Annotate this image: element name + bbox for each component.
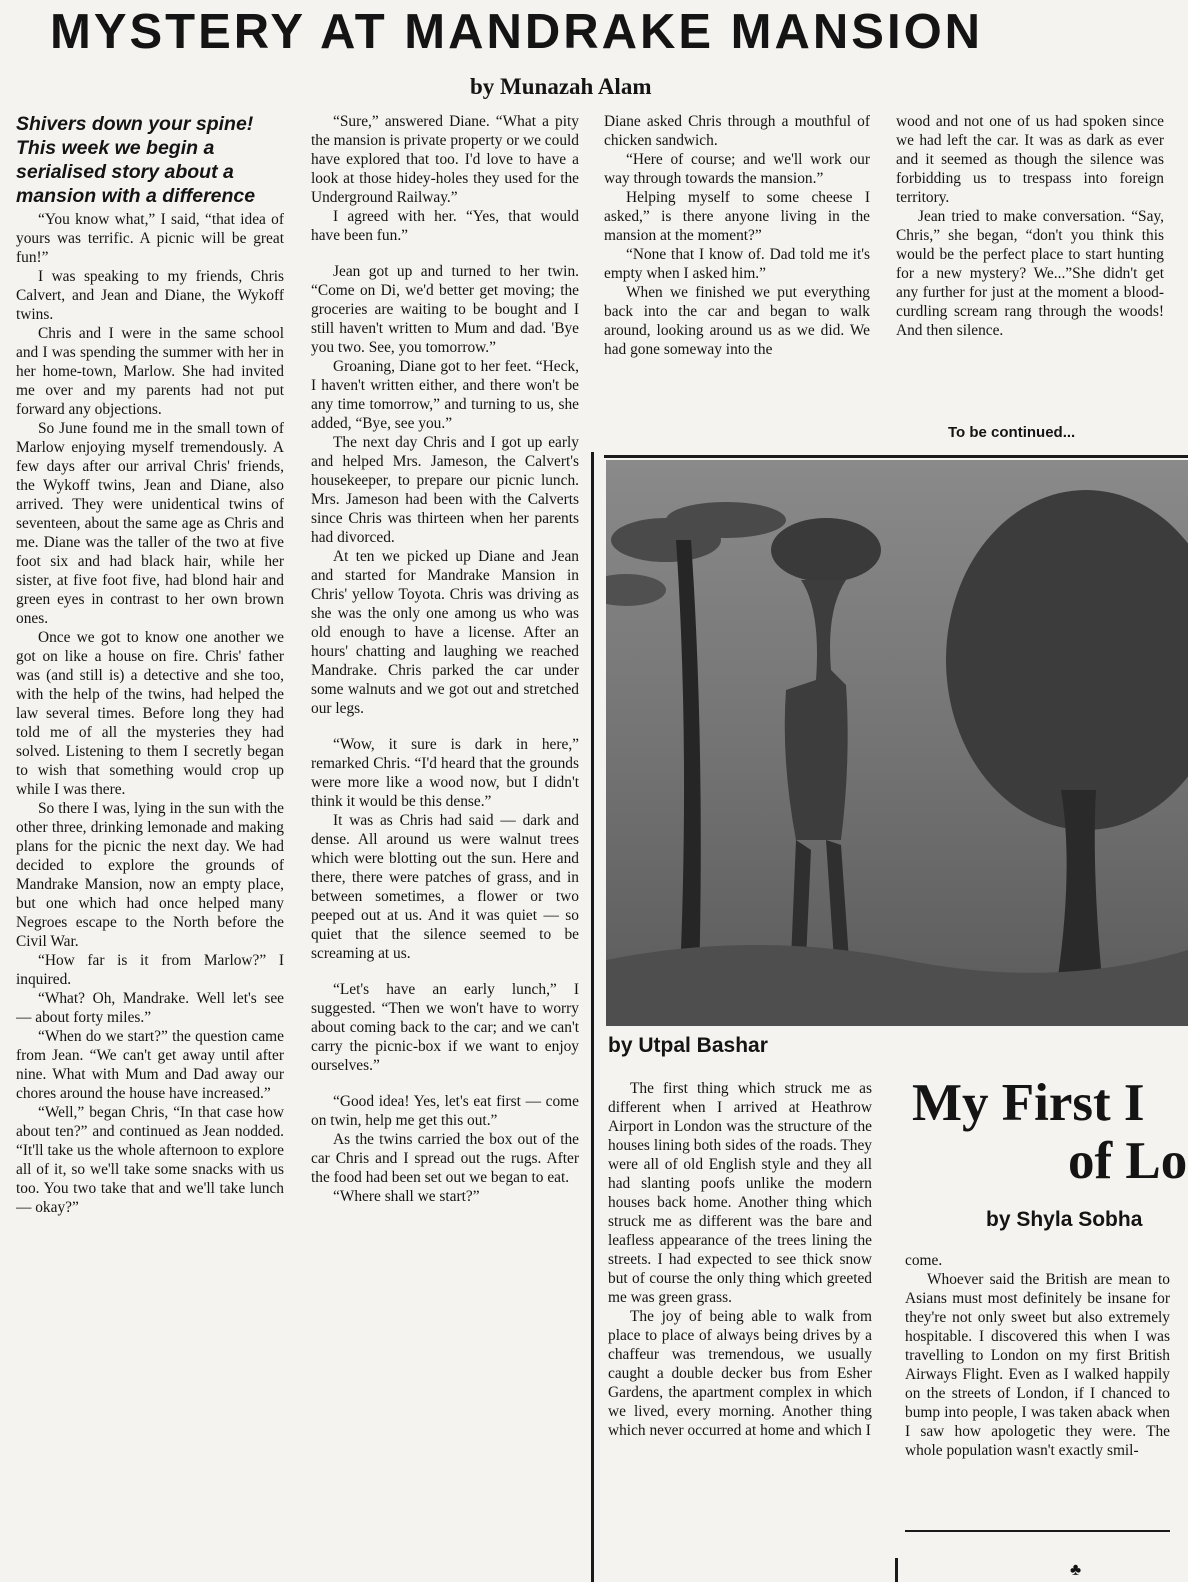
paragraph: “Good idea! Yes, let's eat first — come on twin, help me get this out.” [311, 1093, 579, 1129]
story-column-2 [311, 112, 579, 1582]
column-divider [591, 452, 594, 1582]
artist-credit: by Utpal Bashar [608, 1034, 768, 1057]
story2-title-line2: of Lo [1068, 1132, 1188, 1190]
section-divider [604, 455, 1188, 458]
byline: by Munazah Alam [470, 74, 652, 99]
paragraph: come. [905, 1252, 943, 1269]
paragraph: “Let's have an early lunch,” I suggested. “Then we won't have to worry about coming back to the car; and we can't carry the picnic-box if we want to enjoy ourselves.” [311, 981, 579, 1074]
paragraph: So June found me in the small town of Marlow enjoying myself tremendously. A few days after our arrival Chris' friends, the Wykoff twins, Jean and Diane, also arrived. They were unidentical twins of seventeen, about the same age as Chris and me. Diane was the taller of the two at five foot six and had black hair, while her sister, at five foot five, had blond hair and green eyes in contrast to her own brown ones. [16, 420, 284, 627]
story2-column-2 [905, 1251, 1170, 1527]
paragraph: “Sure,” answered Diane. “What a pity the mansion is private property or we could have explored that too. I'd love to have a look at those hidey-holes they used for the Underground Railway.” [311, 113, 579, 206]
paragraph: Chris and I were in the same school and I was spending the summer with her in her home-town, Marlow. She had invited me over and my parents had not put forward any objections. [16, 325, 284, 418]
paragraph: So there I was, lying in the sun with the other three, drinking lemonade and making plans for the picnic the next day. We had decided to explore the grounds of Mandrake Mansion, now an empty place, but one which had once helped many Negroes escape to the North before the Civil War. [16, 800, 284, 950]
paragraph: Whoever said the British are mean to Asians must most definitely be insane for they're not only sweet but also extremely hospitable. I discovered this when I was travelling to London on my first British Airways Flight. Even as I walked happily on the streets of London, if I chanced to bump into people, I was taken aback when I saw how apologetic they were. The whole population wasn't exactly smil- [905, 1271, 1170, 1459]
paragraph: Groaning, Diane got to her feet. “Heck, I haven't written either, and there won't be any time tomorrow,” and turning to us, she added, “Bye, see you.” [311, 358, 579, 432]
to-be-continued: To be continued... [948, 424, 1076, 441]
paragraph: The joy of being able to walk from place to place of always being drives by a chaffeur was tremendous, we usually caught a double decker bus from Esher Gardens, the apartment complex in which we lived, every morning. Another thing which never occurred at home and which I [608, 1308, 872, 1439]
paragraph: “Here of course; and we'll work our way through towards the mansion.” [604, 151, 870, 187]
painting-illustration [606, 460, 1188, 1026]
paragraph: Helping myself to some cheese I asked,” is there anyone living in the mansion at the moment?” [604, 189, 870, 244]
story-column-1 [16, 112, 284, 1582]
paragraph: As the twins carried the box out of the car Chris and I spread out the rugs. After the food had been set out we began to eat. [311, 1131, 579, 1186]
paragraph: “You know what,” I said, “that idea of yours was terrific. A picnic will be great fun!” [16, 211, 284, 266]
paragraph: “What? Oh, Mandrake. Well let's see — about forty miles.” [16, 990, 284, 1026]
paragraph: “None that I know of. Dad told me it's empty when I asked him.” [604, 246, 870, 282]
basket [771, 518, 881, 582]
paragraph: “Wow, it sure is dark in here,” remarked Chris. “I'd heard that the grounds were more like a wood now, but I didn't think it would be this dense.” [311, 736, 579, 810]
paragraph: The next day Chris and I got up early and helped Mrs. Jameson, the Calvert's housekeeper, to prepare our picnic lunch. Mrs. Jameson had been with the Calverts since Chris was thirteen when her parents had divorced. [311, 434, 579, 546]
paragraph: It was as Chris had said — dark and dense. All around us were walnut trees which were blotting out the sun. Here and there, there were patches of grass, and in between sometimes, a flower or two peeped out at us. And it was quiet — so quiet that the silence seemed to be screaming at us. [311, 812, 579, 962]
paragraph: “Well,” began Chris, “In that case how about ten?” and continued as Jean nodded. “It'll take us the whole afternoon to explore all of it, so we'll take some snacks with us too. You two take that and we'll take lunch — okay?” [16, 1104, 284, 1216]
paragraph: Jean tried to make conversation. “Say, Chris,” she began, “don't you think this would be the perfect place to start hunting for a new mystery? We...”She didn't get any further for just at the moment a blood-curdling scream rang through the woods! And then silence. [896, 208, 1164, 339]
paragraph: The first thing which struck me as different when I arrived at Heathrow Airport in London was the structure of the houses lining both sides of the roads. They were all of old English style and they all had slanting poofs unlike the modern houses back home. Another thing which struck me as different was the bare and leafless appearance of the trees lining the streets. I had expected to see thick snow but of course the only thing which greeted me was green grass. [608, 1080, 872, 1306]
story2-title [912, 1074, 1187, 1190]
story2-column-1 [608, 1079, 872, 1582]
intro-blurb: Shivers down your spine! This week we begin a serialised story about a mansion with a difference [16, 113, 256, 207]
story2-byline: by Shyla Sobha [986, 1208, 1143, 1231]
palm-frond [666, 502, 786, 538]
paragraph: Diane asked Chris through a mouthful of chicken sandwich. [604, 113, 870, 149]
paragraph: At ten we picked up Diane and Jean and started for Mandrake Mansion in Chris' yellow Toyota. Chris was driving as she was the only one among us who was old enough to have a license. After an hours' chatting and laughing we reached Mandrake. Chris parked the car under some walnuts and we got out and stretched our legs. [311, 548, 579, 717]
paragraph: “How far is it from Marlow?” I inquired. [16, 952, 284, 988]
column-divider [895, 1558, 898, 1582]
headline: MYSTERY AT MANDRAKE MANSION [50, 5, 984, 59]
column-underline [905, 1530, 1170, 1532]
paragraph: Once we got to know one another we got on like a house on fire. Chris' father was (and still is) a detective and she too, with the help of the twins, had helped the law several times. Before long they had told me of all the mysteries they had solved. Listening to them I secretly began to wish that something would crop up while I was there. [16, 629, 284, 798]
paragraph: I was speaking to my friends, Chris Calvert, and Jean and Diane, the Wykoff twins. [16, 268, 284, 323]
paragraph: Jean got up and turned to her twin. “Come on Di, we'd better get moving; the groceries are waiting to be bought and I still haven't written to Mum and dad. 'Bye you two. See, you tomorrow.” [311, 263, 579, 356]
paragraph: “When do we start?” the question came from Jean. “We can't get away until after nine. What with Mum and Dad away our chores around the house have increased.” [16, 1028, 284, 1102]
ornament-mark: ♣ [1070, 1560, 1082, 1579]
paragraph: wood and not one of us had spoken since we had left the car. It was as dark as ever and it seemed as though the silence was forbidding us to trespass into foreign territory. [896, 113, 1164, 206]
story-column-3 [604, 112, 870, 434]
story2-title-line1: My First I [912, 1074, 1145, 1132]
paragraph: “Where shall we start?” [333, 1188, 480, 1205]
paragraph: When we finished we put everything back into the car and began to walk around, looking around us as we did. We had gone someway into the [604, 284, 870, 358]
paragraph: I agreed with her. “Yes, that would have been fun.” [311, 208, 579, 244]
painting-svg [606, 460, 1188, 1026]
story-column-4 [896, 112, 1164, 394]
